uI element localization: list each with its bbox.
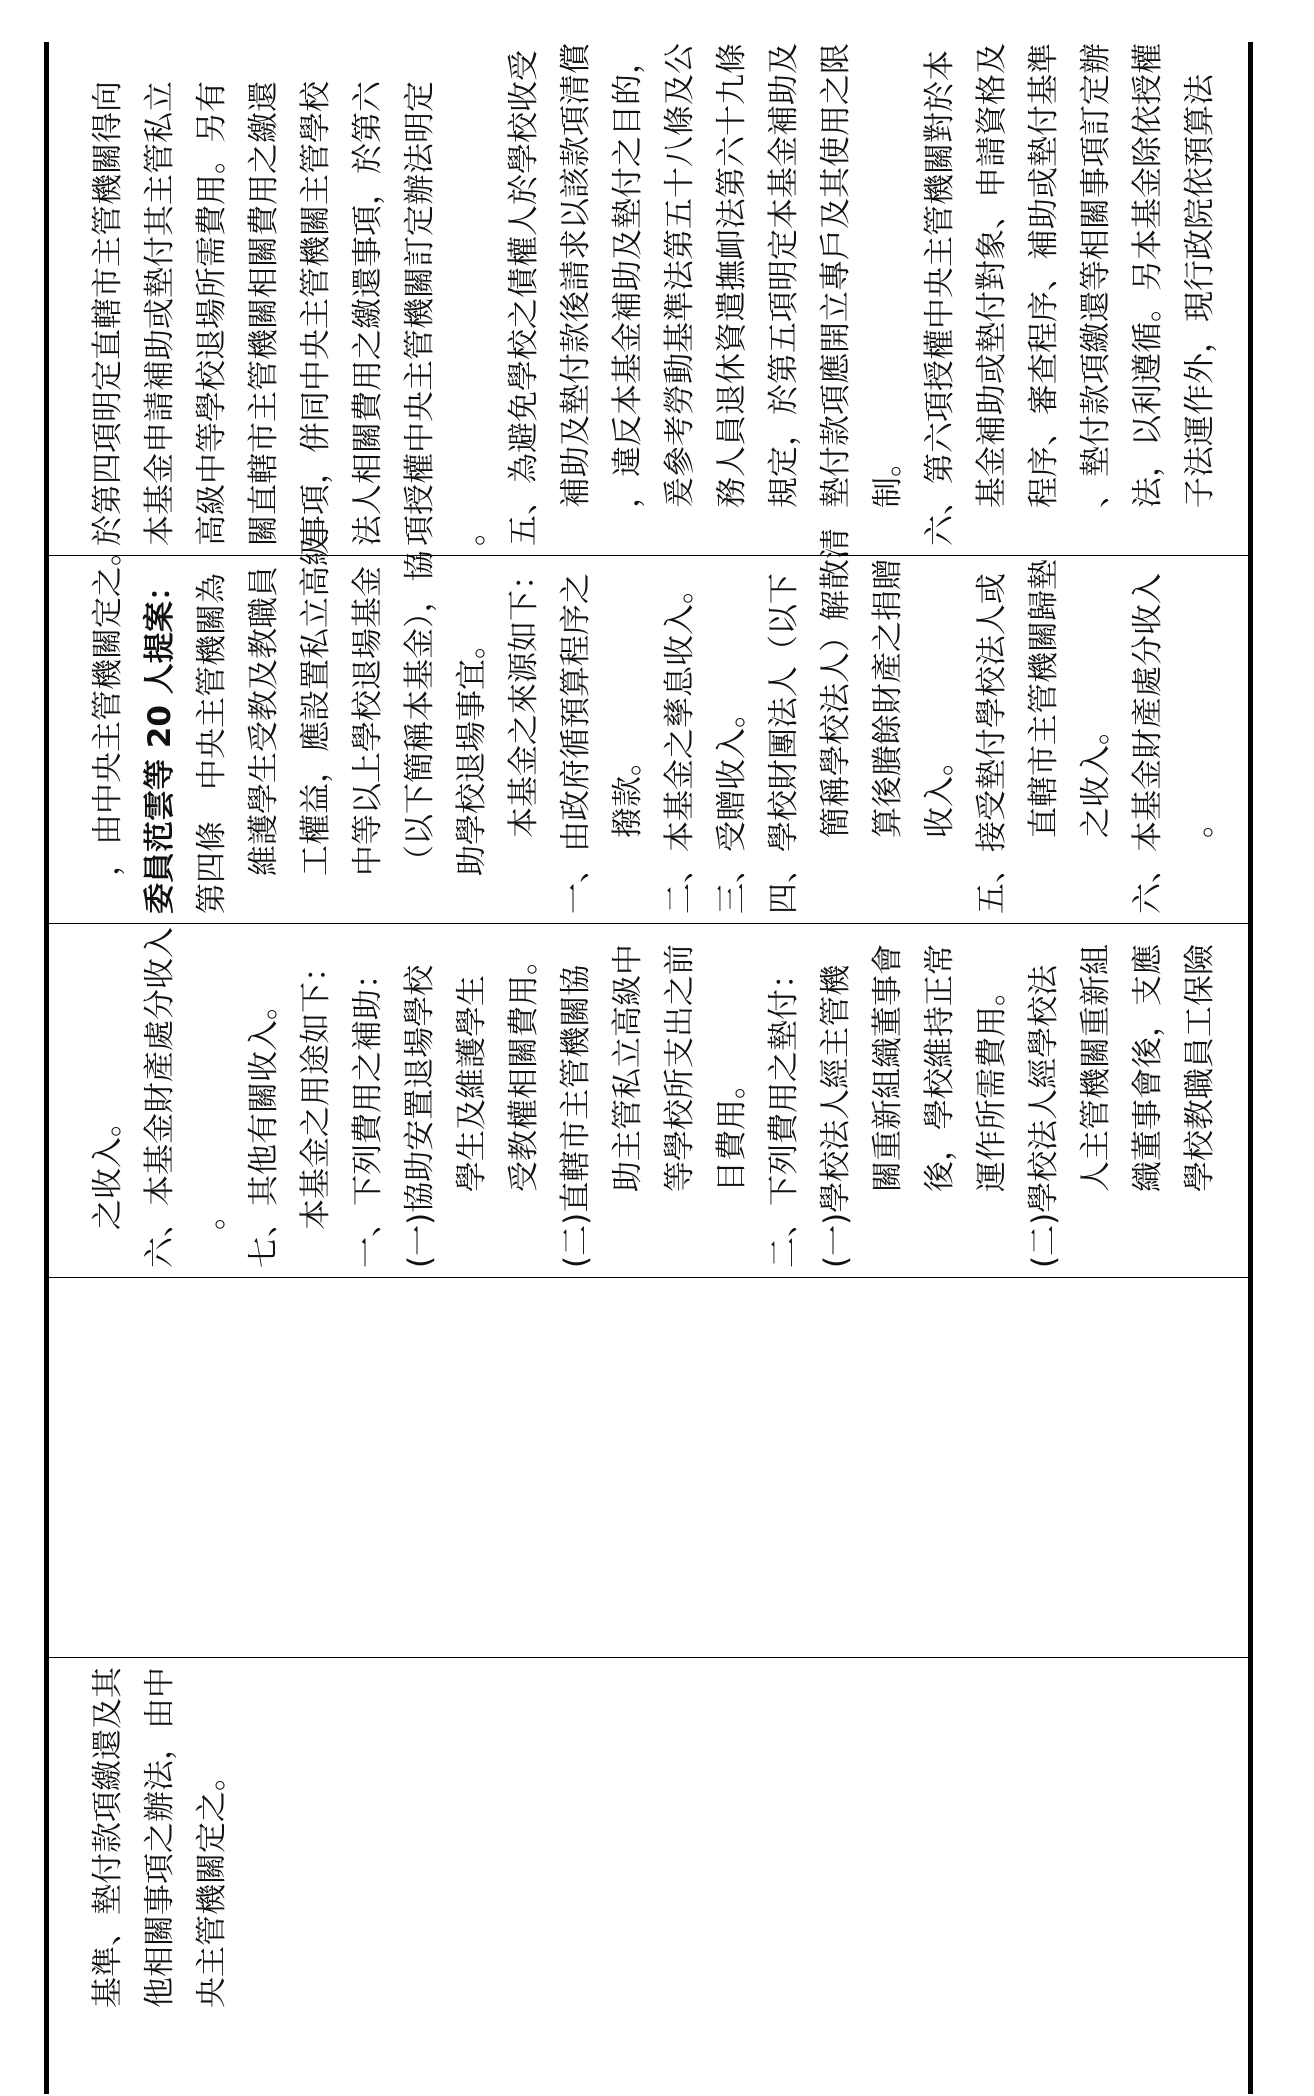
text-line: 本基金之用途如下：	[298, 951, 334, 1230]
text-line: 三、受贈收入。	[714, 697, 750, 914]
text-line: 事項，併同中央主管機關主管學校	[298, 81, 334, 546]
text-line: 爰參考勞動基準法第五十八條及公	[662, 43, 698, 508]
text-line: 之收入。	[90, 1106, 126, 1230]
text-line: 墊付款項應開立專戶及其使用之限	[818, 43, 854, 508]
text-line: 七、其他有關收入。	[246, 989, 282, 1268]
column-separator	[49, 1657, 1248, 1658]
bottom-rule	[1248, 42, 1253, 2094]
text-line: 等學校所支出之前	[662, 944, 698, 1192]
text-line: 於第四項明定直轄市主管機關得向	[90, 81, 126, 546]
column-4	[82, 528, 1226, 914]
text-line: 助主管私立高級中	[610, 944, 646, 1192]
text-line: 二、本基金之孳息收入。	[662, 573, 698, 914]
text-line: 六、第六項授權中央主管機關對於本	[922, 50, 958, 546]
text-line: 受教權相關費用。	[506, 944, 542, 1192]
text-line: 學生及維護學生	[454, 975, 490, 1192]
text-line: 法人相關費用之繳還事項，於第六	[350, 81, 386, 546]
text-line: 工權益，應設置私立高級	[298, 535, 334, 876]
text-line: 後，學校維持正常	[922, 944, 958, 1192]
text-line: 算後賸餘財產之捐贈	[870, 559, 906, 838]
text-line: 程序、審查程序、補助或墊付基準	[1026, 43, 1062, 508]
column-separator	[49, 923, 1248, 924]
text-line: 五、為避免學校之債權人於學校收受	[506, 50, 542, 546]
text-line: 六、本基金財產處分收入	[142, 927, 178, 1268]
text-line: 子法運作外，現行政院依預算法	[1182, 74, 1218, 508]
text-line: 目費用。	[714, 1068, 750, 1192]
text-line: 助學校退場事宜。	[454, 628, 490, 876]
text-line: 六、本基金財產處分收入	[1130, 573, 1166, 914]
text-line: （以下簡稱本基金），協	[402, 550, 438, 876]
text-line: 簡稱學校法人）解散清	[818, 528, 854, 838]
text-line: 一、下列費用之補助：	[350, 958, 386, 1268]
text-line: 撥款。	[610, 745, 646, 838]
column-separator	[49, 1277, 1248, 1278]
text-line: 高級中等學校退場所需費用。另有	[194, 81, 230, 546]
text-line: 委員范雲等 20 人提案：	[142, 570, 178, 914]
text-line: ，違反本基金補助及墊付之目的，	[610, 43, 646, 508]
text-line: 運作所需費用。	[974, 975, 1010, 1192]
text-line: (一)協助安置退場學校	[402, 964, 438, 1268]
text-line: 央主管機關定之。	[194, 1760, 230, 2008]
text-line: 之收入。	[1078, 714, 1114, 838]
text-line: 制。	[870, 446, 906, 508]
text-line: 二、下列費用之墊付：	[766, 958, 802, 1268]
text-line: 。	[194, 1199, 230, 1230]
text-line: 他相關事項之辦法，由中	[142, 1667, 178, 2008]
text-line: 基準、墊付款項繳還及其	[90, 1667, 126, 2008]
text-line: 人主管機關重新組	[1078, 944, 1114, 1192]
column-3	[82, 928, 1226, 1268]
text-line: 規定，於第五項明定本基金補助及	[766, 43, 802, 508]
text-line: 五、接受墊付學校法人或	[974, 573, 1010, 914]
text-line: 法，以利遵循。另本基金除依授權	[1130, 43, 1166, 508]
text-line: 織董事會後，支應	[1130, 944, 1166, 1192]
text-line: 本基金申請補助或墊付其主管私立	[142, 81, 178, 546]
text-line: 本基金之來源如下：	[506, 559, 542, 838]
top-rule	[44, 42, 49, 2094]
text-line: 四、學校財團法人（以下	[766, 573, 802, 914]
text-line: ，由中央主管機關定之。	[90, 535, 126, 876]
text-line: 直轄市主管機關歸墊	[1026, 559, 1062, 838]
text-line: 關直轄市主管機關相關費用之繳還	[246, 81, 282, 546]
text-line: 。	[1182, 807, 1218, 838]
text-line: 第四條 中央主管機關為	[194, 573, 230, 914]
text-line: 關重新組織董事會	[870, 944, 906, 1192]
text-line: (二)學校法人經學校法	[1026, 964, 1062, 1268]
text-line: 維護學生受教及教職員	[246, 566, 282, 876]
text-line: 項授權中央主管機關訂定辦法明定	[402, 81, 438, 546]
text-line: 中等以上學校退場基金	[350, 566, 386, 876]
text-line: 、墊付款項繳還等相關事項訂定辦	[1078, 43, 1114, 508]
text-line: (二)直轄市主管機關協	[558, 964, 594, 1268]
column-5	[82, 43, 1226, 546]
column-separator	[49, 555, 1248, 556]
text-line: 。	[454, 515, 490, 546]
text-line: 一、由政府循預算程序之	[558, 573, 594, 914]
text-line: 補助及墊付款後請求以該款項清償	[558, 43, 594, 508]
text-line: 基金補助或墊付對象、申請資格及	[974, 43, 1010, 508]
text-line: 收入。	[922, 745, 958, 838]
column-1	[82, 1668, 238, 2008]
text-line: 務人員退休資遣撫卹法第六十九條	[714, 43, 750, 508]
text-line: 學校教職員工保險	[1182, 944, 1218, 1192]
text-line: (一)學校法人經主管機	[818, 964, 854, 1268]
